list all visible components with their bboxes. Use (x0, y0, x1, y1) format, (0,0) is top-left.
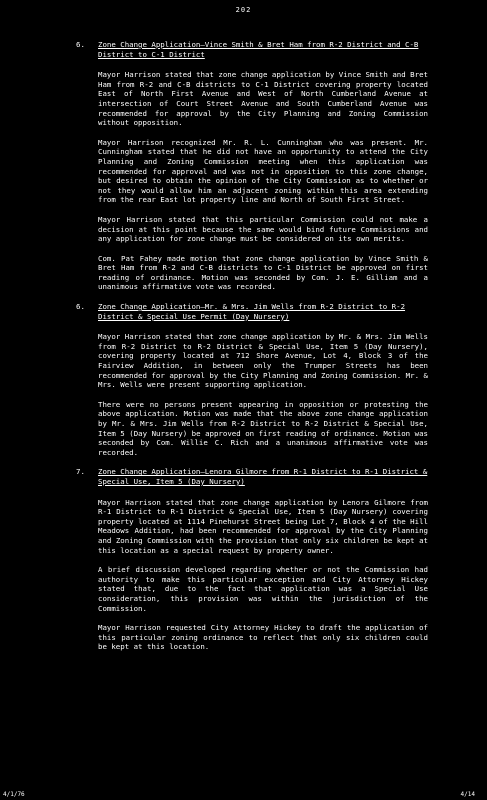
agenda-item-number: 7. (76, 467, 85, 477)
agenda-item-paragraph: Mayor Harrison stated that zone change application by Vince Smith and Bret Ham from R-2 and C-B districts to C-1 District covering property located East of North First Avenue and West of North Cumberland Avenue at intersection of Court Street Avenue and South Cumberland Avenue was recommended for approval by the City Planning and Zoning Commission without opposition. (98, 70, 433, 128)
agenda-item-title: Zone Change Application—Mr. & Mrs. Jim Wells from R-2 District to R-2 District & Special Use Permit (Day Nursery) (98, 302, 406, 321)
agenda-item-paragraph: Com. Pat Fahey made motion that zone change application by Vince Smith & Bret Ham from R-2 and C-B districts to C-1 District be approved on first reading of ordinance. Motion was seconded by Com. J. E. Gilliam and a unanimous affirmative vote was recorded. (98, 253, 433, 292)
minutes-body (76, 40, 433, 662)
agenda-item-number: 6. (76, 302, 85, 312)
agenda-item-paragraph: There were no persons present appearing in opposition or protesting the above application. Motion was made that the above zone change application by Mr. & Mrs. Jim Wells from R-2 District to R-2 District & Special Use, Item 5 (Day Nursery) be approved on first reading of ordinance. Motion was seconded by Com. Willie C. Rich and a unanimous affirmative vote was recorded. (98, 399, 433, 457)
agenda-item-paragraph: Mayor Harrison stated that this particular Commission could not make a decision at this point because the same would bind future Commissions and any application for zone change must be considered on its own merits. (98, 214, 433, 244)
agenda-item-heading (76, 467, 428, 486)
page-number: 202 (235, 6, 252, 14)
agenda-item-heading (76, 40, 428, 59)
agenda-item-paragraph: Mayor Harrison requested City Attorney Hickey to draft the application of this particular zoning ordinance to reflect that only six children could be kept at this location. (98, 623, 433, 652)
agenda-item-heading (76, 302, 428, 321)
agenda-item-title: Zone Change Application—Vince Smith & Bret Ham from R-2 District and C-B District to C-1 District (98, 40, 419, 59)
agenda-item-paragraph: Mayor Harrison stated that zone change application by Lenora Gilmore from R-1 District to R-1 District & Special Use, Item 5 (Day Nursery) covering property located at 1114 Pinehurst Street being Lot 7, Block 4 of the Hill Meadows Addition, had been recommended for approval by the City Planning and Zoning Commission with the provision that only six children be kept at this location as a special request by property owner. (98, 497, 433, 555)
agenda-item-paragraph: Mayor Harrison stated that zone change application by Mr. & Mrs. Jim Wells from R-2 District to R-2 District & Special Use, Item 5 (Day Nursery), covering property located at 712 Shore Avenue, Lot 4, Block 3 of the Fairview Addition, in between only the Trumper Streets has been recommended for approval by the City Planning and Zoning Commission. Mr. & Mrs. Wells were present supporting application. (98, 332, 433, 390)
footer-left-mark: 4/1/76 (3, 791, 25, 798)
agenda-item-number: 6. (76, 40, 85, 49)
footer-right-mark: 4/14 (460, 791, 475, 798)
agenda-item-paragraph: A brief discussion developed regarding whether or not the Commission had authority to make this particular exception and City Attorney Hickey stated that, due to the fact that application was a Special Use consideration, this provision was within the jurisdiction of the Commission. (98, 565, 433, 613)
agenda-item-paragraph: Mayor Harrison recognized Mr. R. L. Cunningham who was present. Mr. Cunningham stated that he did not have an opportunity to attend the City Planning and Zoning Commission meeting when this application was recommended for approval and was not in opposition to this zone change, but desired to obtain the opinion of the City Commission as to whether or not they would allow him an adjacent zoning within this area extending from the rear East lot property line and North of South First Street. (98, 137, 433, 205)
agenda-item-title: Zone Change Application—Lenora Gilmore from R-1 District to R-1 District & Special Use, Item 5 (Day Nursery) (98, 467, 428, 486)
